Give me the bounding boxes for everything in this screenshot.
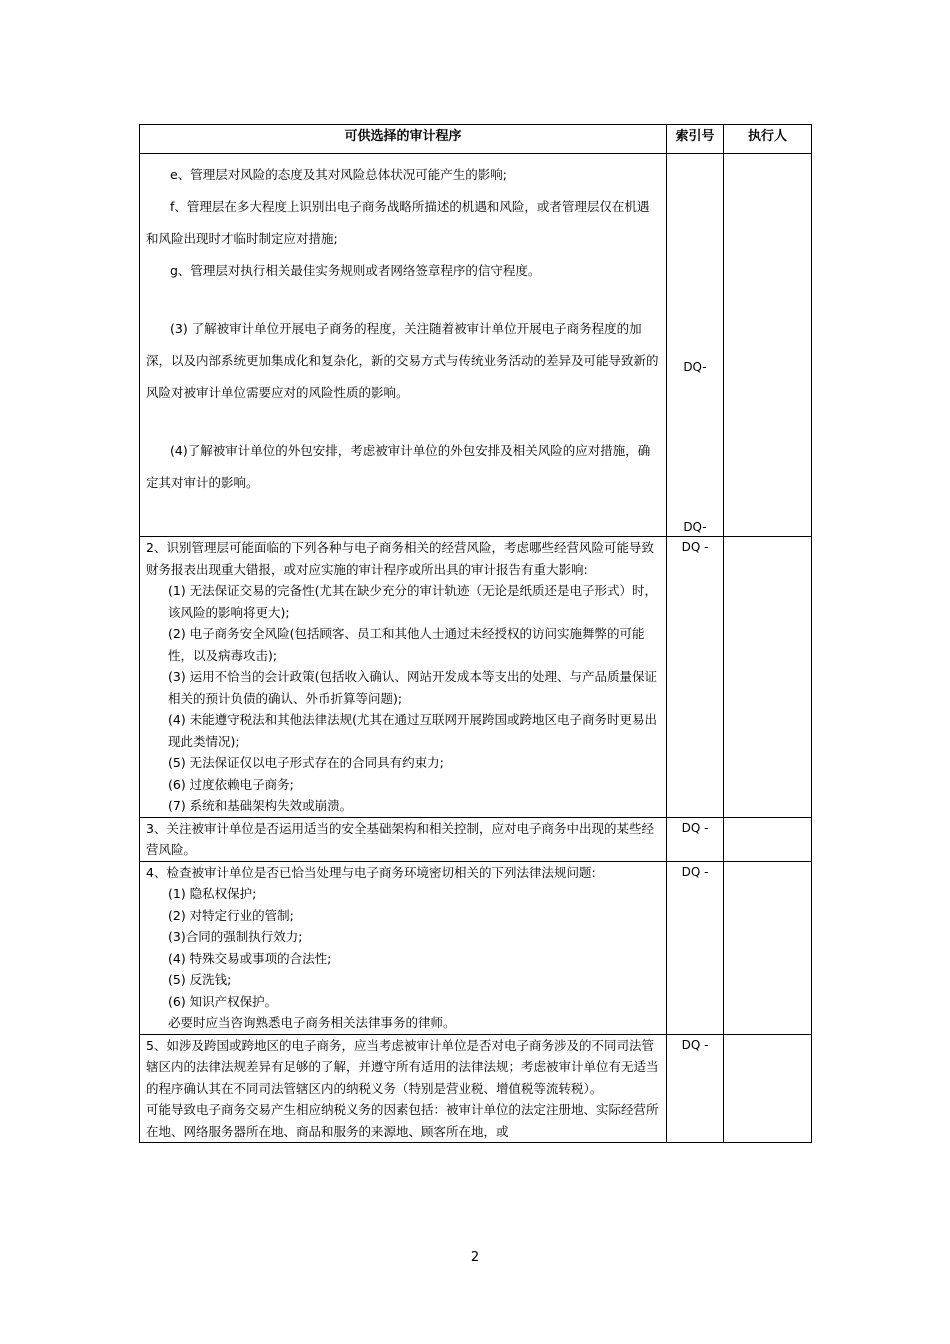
item-g: g、管理层对执行相关最佳实务规则或者网络签章程序的信守程度。 [170,263,541,278]
item-4: (4)了解被审计单位的外包安排，考虑被审计单位的外包安排及相关风险的应对措施，确定其对审计的影响。 [146,443,651,490]
index-ref: DQ - [667,537,724,818]
audit-procedure-table [139,124,812,1143]
list-item: (6) 过度依赖电子商务; [168,776,294,792]
header-procedure: 可供选择的审计程序 [140,125,667,154]
item-3: (3) 了解被审计单位开展电子商务的程度，关注随着被审计单位开展电子商务程度的加深，以及内部系统更加集成化和复杂化，新的交易方式与传统业务活动的差异及可能导致新的风险对被审计单位需要应对的风险性质的影响。 [146,321,659,400]
list-item: (5) 无法保证仅以电子形式存在的合同具有约束力; [168,755,444,770]
list-item: (7) 系统和基础架构失效或崩溃。 [168,798,353,813]
page-number: 2 [470,1250,480,1265]
table-row [140,154,812,537]
list-item: (6) 知识产权保护。 [168,993,278,1009]
procedure-cell [140,861,667,1034]
procedure-cell [140,1034,667,1143]
table-row [140,537,812,818]
header-index: 索引号 [667,125,724,154]
section3-text: 3、关注被审计单位是否运用适当的安全基础架构和相关控制，应对电子商务中出现的某些经营风险。 [146,820,654,857]
list-item: (1) 无法保证交易的完备性(尤其在缺少充分的审计轨迹（无论是纸质还是电子形式）时，该风险的影响将更大); [168,583,658,620]
index-ref: DQ - [667,861,724,1034]
list-item: (4) 未能遵守税法和其他法律法规(尤其在通过互联网开展跨国或跨地区电子商务时更易出现此类情况); [168,712,658,749]
index-ref: DQ- [683,520,707,534]
item-f: f、管理层在多大程度上识别出电子商务战略所描述的机遇和风险，或者管理层仅在机遇和风险出现时才临时制定应对措施; [146,199,650,246]
index-ref: DQ - [667,1034,724,1143]
procedure-cell [140,537,667,818]
section2-intro: 2、识别管理层可能面临的下列各种与电子商务相关的经营风险，考虑哪些经营风险可能导致财务报表出现重大错报，或对应实施的审计程序或所出具的审计报告有重大影响: [146,540,654,577]
table-header-row [140,125,812,154]
list-item: (4) 特殊交易或事项的合法性; [168,950,332,966]
executor-cell [724,861,812,1034]
executor-cell [724,537,812,818]
list-item: 必要时应当咨询熟悉电子商务相关法律事务的律师。 [168,1015,456,1030]
header-executor: 执行人 [724,125,812,154]
index-ref: DQ- [683,360,707,374]
list-item: (2) 对特定行业的管制; [168,907,294,923]
executor-cell [724,154,812,537]
procedure-cell [140,154,667,537]
procedure-cell [140,817,667,861]
table-row [140,817,812,861]
section5-text2: 可能导致电子商务交易产生相应纳税义务的因素包括：被审计单位的法定注册地、实际经营所在地、网络服务器所在地、商品和服务的来源地、顾客所在地，或 [146,1102,659,1139]
section5-text: 5、如涉及跨国或跨地区的电子商务，应当考虑被审计单位是否对电子商务涉及的不同司法管辖区内的法律法规差异有足够的了解，并遵守所有适用的法律法规；考虑被审计单位有无适当的程序确认其在不同司法管辖区内的纳税义务（特别是营业税、增值税等流转税）。 [146,1037,659,1096]
table-row [140,861,812,1034]
section4-intro: 4、检查被审计单位是否已恰当处理与电子商务环境密切相关的下列法律法规问题: [146,864,596,880]
list-item: (2) 电子商务安全风险(包括顾客、员工和其他人士通过未经授权的访问实施舞弊的可能性，以及病毒攻击); [168,626,645,663]
table-row [140,1034,812,1143]
list-item: (1) 隐私权保护; [168,886,257,901]
list-item: (3)合同的强制执行效力; [168,929,303,944]
list-item: (5) 反洗钱; [168,972,232,987]
index-cell [667,154,724,537]
executor-cell [724,817,812,861]
item-e: e、管理层对风险的态度及其对风险总体状况可能产生的影响; [170,167,507,182]
list-item: (3) 运用不恰当的会计政策(包括收入确认、网站开发成本等支出的处理、与产品质量保证相关的预计负债的确认、外币折算等问题); [168,669,658,706]
executor-cell [724,1034,812,1143]
index-ref: DQ - [667,817,724,861]
